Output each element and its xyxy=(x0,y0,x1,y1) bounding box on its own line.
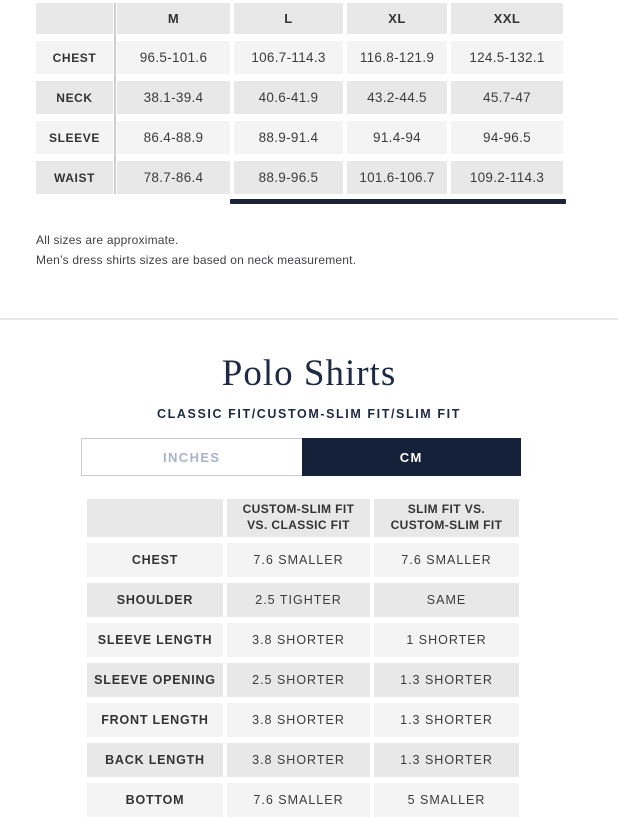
measurement-value: 40.6-41.9 xyxy=(234,81,343,114)
corner-cell xyxy=(87,499,223,537)
fit-value: 3.8 SHORTER xyxy=(227,743,370,777)
fit-value: 2.5 TIGHTER xyxy=(227,583,370,617)
measurement-value: 124.5-132.1 xyxy=(451,41,563,74)
fit-value: 2.5 SHORTER xyxy=(227,663,370,697)
measurement-label: WAIST xyxy=(36,161,113,194)
fit-value: 1.3 SHORTER xyxy=(374,663,519,697)
measurement-label: CHEST xyxy=(36,41,113,74)
fit-row-label: SLEEVE OPENING xyxy=(87,663,223,697)
page-title: Polo Shirts xyxy=(221,353,397,394)
corner-cell xyxy=(36,3,113,34)
measurement-value: 38.1-39.4 xyxy=(117,81,230,114)
measurement-value: 43.2-44.5 xyxy=(347,81,447,114)
measurement-label: NECK xyxy=(36,81,113,114)
fit-row-label: CHEST xyxy=(87,543,223,577)
measurement-value: 101.6-106.7 xyxy=(347,161,447,194)
note-neck-measurement: Men’s dress shirts sizes are based on neck measurement. xyxy=(36,253,357,267)
fixed-column-divider xyxy=(114,3,116,194)
measurement-label: SLEEVE xyxy=(36,121,113,154)
measurement-value: 78.7-86.4 xyxy=(117,161,230,194)
measurement-value: 96.5-101.6 xyxy=(117,41,230,74)
fit-value: 1 SHORTER xyxy=(374,623,519,657)
table-scrollbar-thumb[interactable] xyxy=(230,199,566,204)
measurement-value: 88.9-91.4 xyxy=(234,121,343,154)
fit-column-header: CUSTOM-SLIM FIT VS. CLASSIC FIT xyxy=(227,499,370,537)
fit-column-header: SLIM FIT VS. CUSTOM-SLIM FIT xyxy=(374,499,519,537)
measurement-value: 88.9-96.5 xyxy=(234,161,343,194)
fit-value: 3.8 SHORTER xyxy=(227,703,370,737)
fit-value: 7.6 SMALLER xyxy=(227,543,370,577)
fit-value: 7.6 SMALLER xyxy=(227,783,370,817)
measurement-value: 94-96.5 xyxy=(451,121,563,154)
fit-row-label: SHOULDER xyxy=(87,583,223,617)
size-column-header-l: L xyxy=(234,3,343,34)
note-sizes-approximate: All sizes are approximate. xyxy=(36,233,179,247)
fit-value: 5 SMALLER xyxy=(374,783,519,817)
measurement-value: 116.8-121.9 xyxy=(347,41,447,74)
fit-row-label: SLEEVE LENGTH xyxy=(87,623,223,657)
size-column-header-xl: XL xyxy=(347,3,447,34)
measurement-value: 91.4-94 xyxy=(347,121,447,154)
section-divider xyxy=(0,318,618,320)
size-column-header-xxl: XXL xyxy=(451,3,563,34)
cm-tab[interactable]: CM xyxy=(302,438,522,476)
size-column-header-m: M xyxy=(117,3,230,34)
fit-row-label: BACK LENGTH xyxy=(87,743,223,777)
fit-value: 1.3 SHORTER xyxy=(374,743,519,777)
fit-value: 1.3 SHORTER xyxy=(374,703,519,737)
measurement-value: 45.7-47 xyxy=(451,81,563,114)
fit-value: SAME xyxy=(374,583,519,617)
fit-row-label: FRONT LENGTH xyxy=(87,703,223,737)
fit-value: 7.6 SMALLER xyxy=(374,543,519,577)
fit-subtitle: CLASSIC FIT/CUSTOM-SLIM FIT/SLIM FIT xyxy=(157,407,461,421)
unit-toggle xyxy=(81,438,521,476)
fit-row-label: BOTTOM xyxy=(87,783,223,817)
measurement-value: 109.2-114.3 xyxy=(451,161,563,194)
measurement-value: 86.4-88.9 xyxy=(117,121,230,154)
fit-value: 3.8 SHORTER xyxy=(227,623,370,657)
polo-fit-table xyxy=(87,499,519,817)
measurement-value: 106.7-114.3 xyxy=(234,41,343,74)
inches-tab[interactable]: INCHES xyxy=(81,438,302,476)
